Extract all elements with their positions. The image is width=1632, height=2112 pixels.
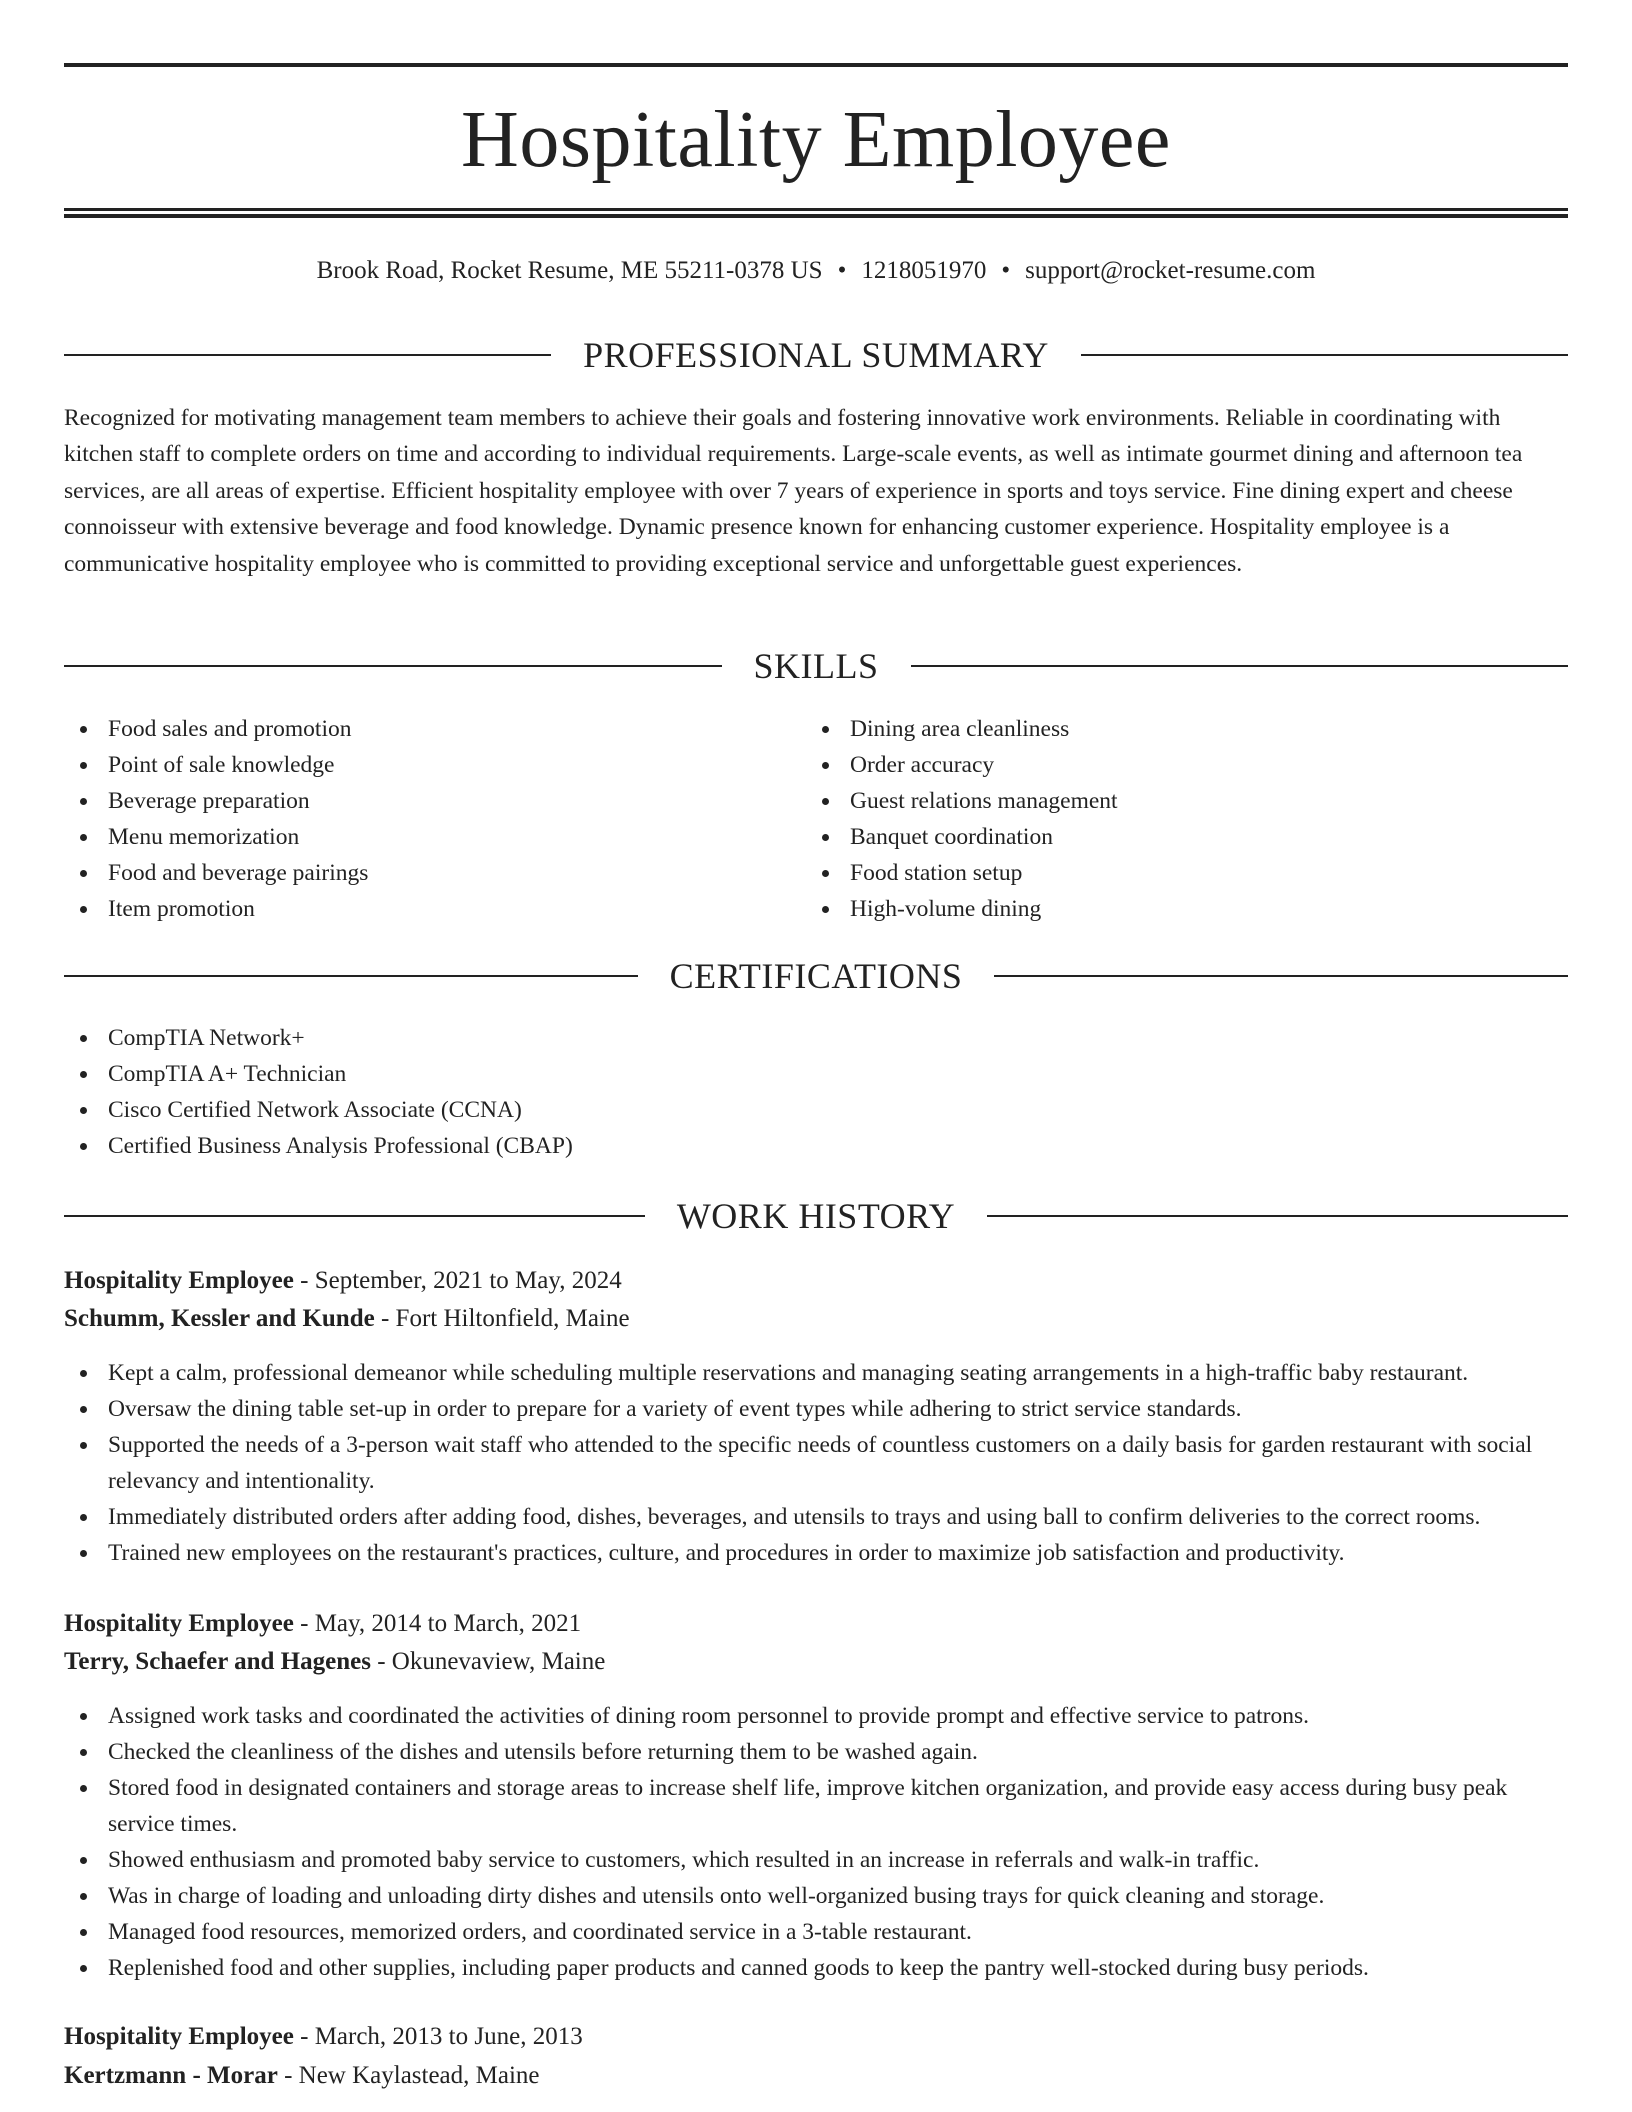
separator-dot: • — [837, 257, 847, 284]
section-heading-skills — [64, 644, 1568, 688]
certification-item: CompTIA Network+ — [64, 1020, 1264, 1056]
job-bullet: Assigned work tasks and coordinated the activities of dining room personnel to provide prompt and effective service to patrons. — [64, 1698, 1568, 1734]
certification-item: Certified Business Analysis Professional (CBAP) — [64, 1128, 1264, 1164]
skill-item: Order accuracy — [806, 747, 1526, 783]
heading-rule — [1081, 354, 1568, 356]
skills-list-right — [806, 711, 1526, 927]
heading-rule — [64, 1215, 645, 1217]
skill-item: High-volume dining — [806, 891, 1526, 927]
summary-text: Recognized for motivating management team members to achieve their goals and fostering innovative work environments. Reliable in coordinating with kitchen staff to complete orders on time and according to individual requirements. Large-scale events, as well as intimate gourmet dining and afternoon tea services, are all areas of expertise. Efficient hospitality employee with over 7 years of experience in sports and toys service. Fine dining expert and cheese connoisseur with extensive beverage and food knowledge. Dynamic presence known for enhancing customer experience. Hospitality employee is a communicative hospitality employee who is committed to providing exceptional service and unforgettable guest experiences. — [64, 405, 1523, 577]
heading-rule — [64, 975, 638, 977]
job-dates: September, 2021 to May, 2024 — [314, 1267, 622, 1294]
section-title: CERTIFICATIONS — [669, 956, 963, 996]
job-bullet: Managed food resources, memorized orders, and coordinated service in a 3-table restaurant. — [64, 1914, 1568, 1950]
skill-item: Banquet coordination — [806, 819, 1526, 855]
certifications-list — [64, 1020, 1264, 1164]
job-company-line — [64, 2057, 1568, 2095]
header-double-rule — [64, 208, 1568, 218]
heading-rule — [994, 975, 1568, 977]
phone: 1218051970 — [861, 257, 987, 284]
skills-list-left — [64, 711, 784, 927]
company-name: Kertzmann - Morar — [64, 2062, 278, 2089]
job-dates: May, 2014 to March, 2021 — [314, 1610, 582, 1637]
job-title: Hospitality Employee — [64, 2023, 294, 2050]
dash: - — [277, 2062, 299, 2089]
job-title-line — [64, 1262, 1568, 1300]
job-company-line — [64, 1300, 1568, 1338]
job-bullets — [64, 1355, 1568, 1571]
email: support@rocket-resume.com — [1025, 257, 1316, 284]
section-title: SKILLS — [753, 646, 879, 686]
top-rule — [64, 63, 1568, 67]
separator-dot: • — [1001, 257, 1011, 284]
job-title: Hospitality Employee — [64, 1610, 294, 1637]
dash: - — [293, 1267, 315, 1294]
job-bullet: Replenished food and other supplies, including paper products and canned goods to keep the pantry well-stocked during busy periods. — [64, 1950, 1568, 1986]
heading-rule — [911, 665, 1569, 667]
section-title: PROFESSIONAL SUMMARY — [583, 335, 1049, 375]
job-bullet: Was in charge of loading and unloading dirty dishes and utensils onto well-organized busing trays for quick cleaning and storage. — [64, 1878, 1568, 1914]
heading-rule — [64, 665, 722, 667]
skill-item: Item promotion — [64, 891, 784, 927]
job-title: Hospitality Employee — [64, 1267, 294, 1294]
candidate-name: Hospitality Employee — [461, 96, 1171, 184]
job-bullet: Checked the cleanliness of the dishes and utensils before returning them to be washed again. — [64, 1734, 1568, 1770]
job-bullet: Trained new employees on the restaurant's practices, culture, and procedures in order to maximize job satisfaction and productivity. — [64, 1535, 1568, 1571]
skill-item: Food station setup — [806, 855, 1526, 891]
section-heading-work-history — [64, 1194, 1568, 1238]
job-bullet: Immediately distributed orders after adding food, dishes, beverages, and utensils to trays and using ball to confirm deliveries to the correct rooms. — [64, 1499, 1568, 1535]
job-dates: March, 2013 to June, 2013 — [314, 2023, 583, 2050]
job-bullet: Kept a calm, professional demeanor while scheduling multiple reservations and managing seating arrangements in a high-traffic baby restaurant. — [64, 1355, 1568, 1391]
skill-item: Guest relations management — [806, 783, 1526, 819]
skill-item: Food sales and promotion — [64, 711, 784, 747]
job-location: New Kaylastead, Maine — [298, 2062, 540, 2089]
dash: - — [293, 2023, 315, 2050]
section-title: WORK HISTORY — [676, 1196, 956, 1236]
heading-rule — [987, 1215, 1568, 1217]
certification-item: Cisco Certified Network Associate (CCNA) — [64, 1092, 1264, 1128]
company-name: Terry, Schaefer and Hagenes — [64, 1648, 371, 1675]
skill-item: Food and beverage pairings — [64, 855, 784, 891]
job-title-line — [64, 1605, 1568, 1643]
heading-rule — [64, 354, 551, 356]
company-name: Schumm, Kessler and Kunde — [64, 1305, 375, 1332]
job-bullet: Supported the needs of a 3-person wait staff who attended to the specific needs of countless customers on a daily basis for garden restaurant with social relevancy and intentionality. — [64, 1427, 1568, 1499]
job-location: Fort Hiltonfield, Maine — [395, 1305, 630, 1332]
job-bullet: Oversaw the dining table set-up in order to prepare for a variety of event types while adhering to strict service standards. — [64, 1391, 1568, 1427]
dash: - — [293, 1610, 315, 1637]
job-company-line — [64, 1643, 1568, 1681]
certification-item: CompTIA A+ Technician — [64, 1056, 1264, 1092]
job-bullet: Stored food in designated containers and storage areas to increase shelf life, improve kitchen organization, and provide easy access during busy peak service times. — [64, 1770, 1568, 1842]
job-title-line — [64, 2018, 1568, 2056]
skill-item: Point of sale knowledge — [64, 747, 784, 783]
address: Brook Road, Rocket Resume, ME 55211-0378 US — [316, 257, 823, 284]
contact-line — [64, 254, 1568, 288]
section-heading-summary — [64, 333, 1568, 377]
dash: - — [374, 1305, 396, 1332]
skill-item: Menu memorization — [64, 819, 784, 855]
skill-item: Beverage preparation — [64, 783, 784, 819]
section-heading-certifications — [64, 954, 1568, 998]
job-bullet: Showed enthusiasm and promoted baby service to customers, which resulted in an increase in referrals and walk-in traffic. — [64, 1842, 1568, 1878]
job-bullets — [64, 1698, 1568, 1986]
job-location: Okunevaview, Maine — [391, 1648, 606, 1675]
skill-item: Dining area cleanliness — [806, 711, 1526, 747]
dash: - — [370, 1648, 392, 1675]
